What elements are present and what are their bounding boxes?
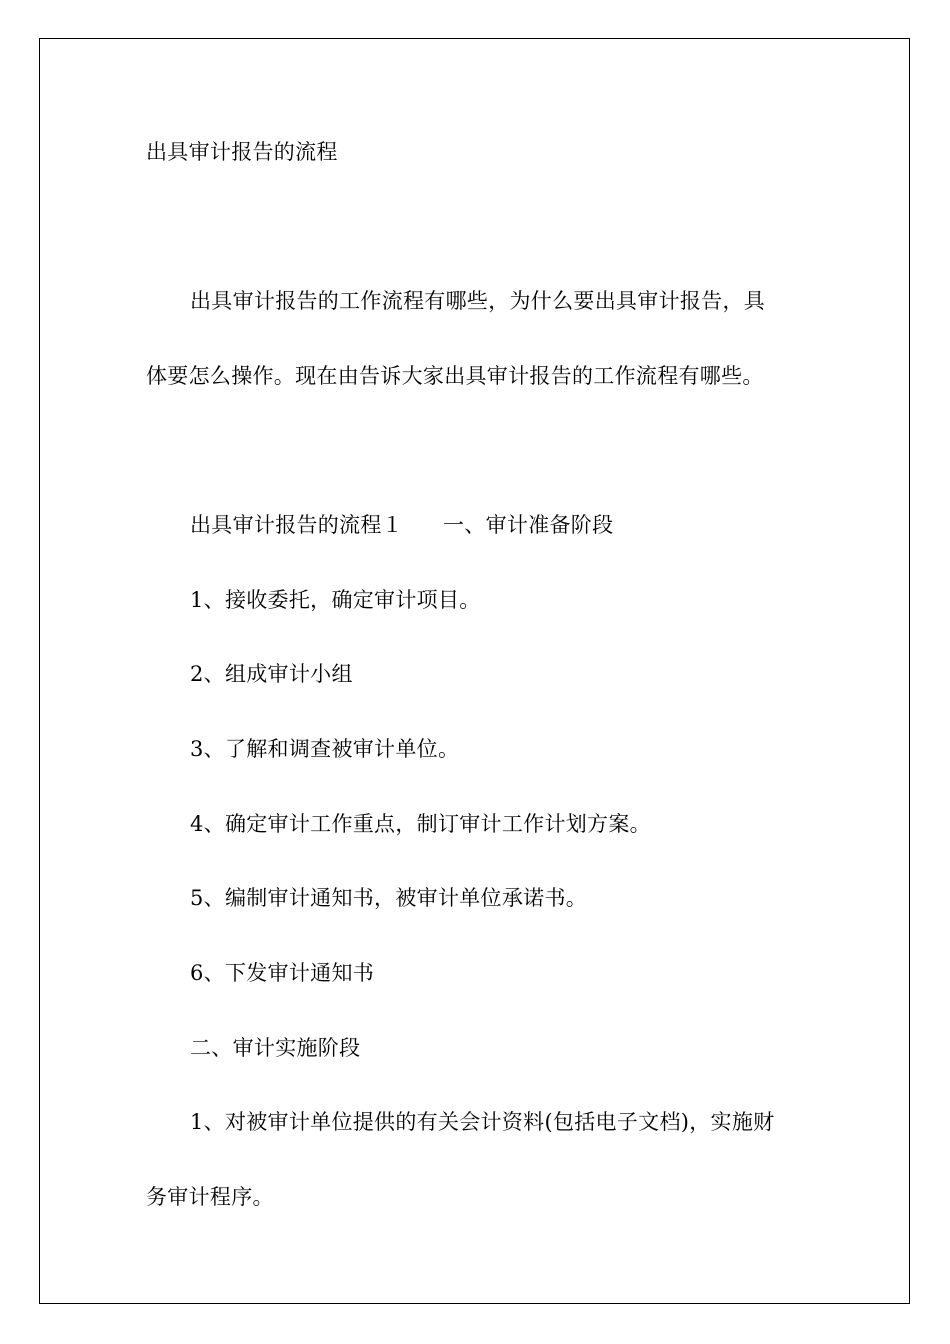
list-item: 4、确定审计工作重点，制订审计工作计划方案。 [190,812,651,836]
list-item: 3、了解和调查被审计单位。 [190,737,460,761]
list-item: 2、组成审计小组 [190,662,353,686]
intro-line-2: 体要怎么操作。现在由告诉大家出具审计报告的工作流程有哪些。 [146,364,764,388]
section-1-heading [190,511,613,539]
intro-line-1: 出具审计报告的工作流程有哪些，为什么要出具审计报告，具 [190,289,766,313]
section-1-heading-stage: 一、审计准备阶段 [443,513,614,537]
section-1-heading-flow: 出具审计报告的流程１ [190,513,403,537]
list-item: 5、编制审计通知书，被审计单位承诺书。 [190,886,588,910]
section-2-heading: 二、审计实施阶段 [190,1036,361,1060]
section-2-item-1-line-2: 务审计程序。 [146,1185,274,1209]
section-2-item-1-line-1: 1、对被审计单位提供的有关会计资料(包括电子文档)，实施财 [190,1110,775,1134]
document-title: 出具审计报告的流程 [146,140,338,164]
list-item: 6、下发审计通知书 [190,961,375,985]
list-item: 1、接收委托，确定审计项目。 [190,588,481,612]
